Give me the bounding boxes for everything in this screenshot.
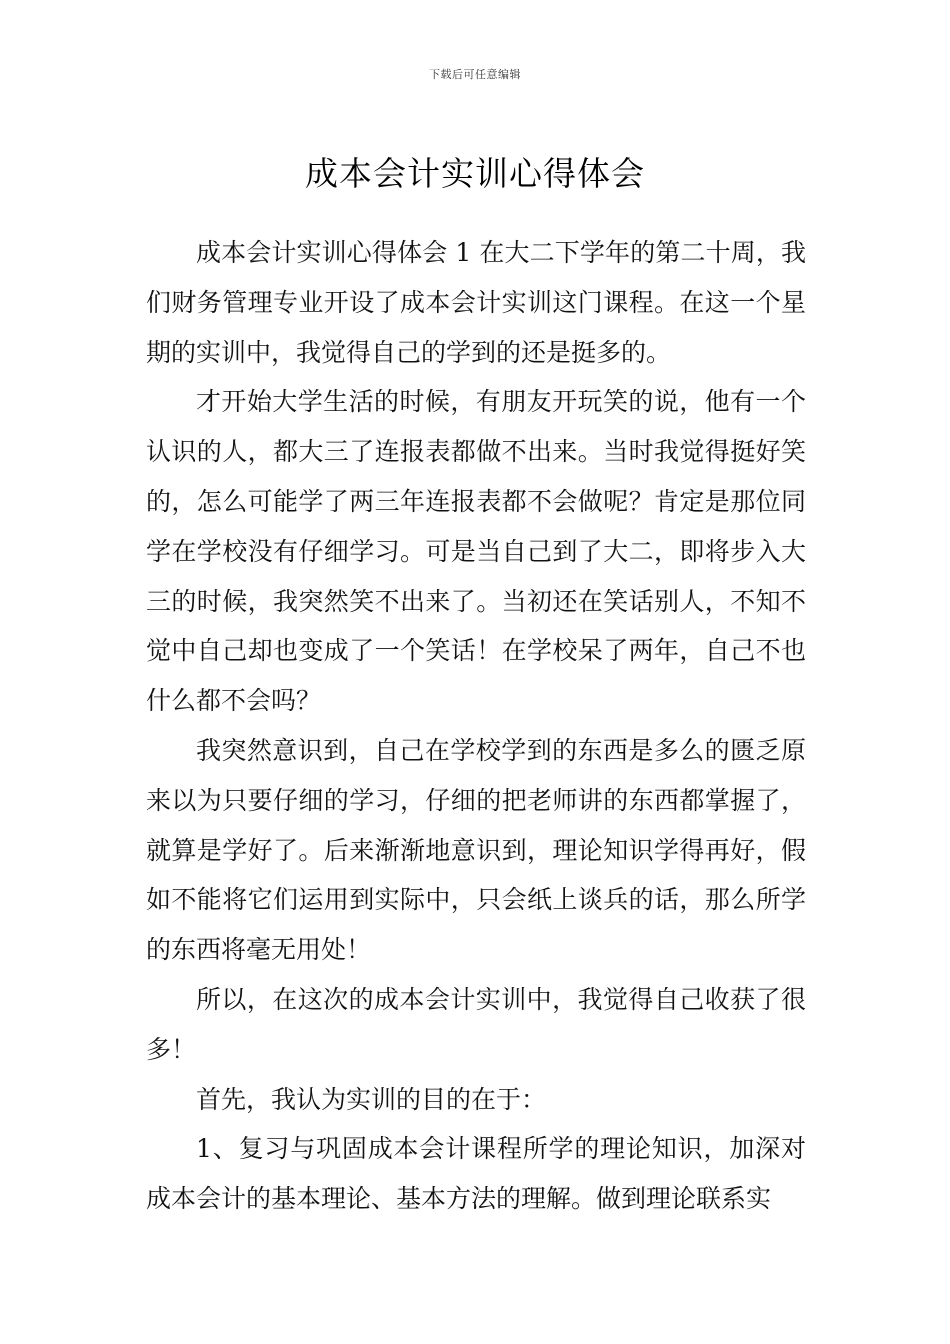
- paragraph-5: 首先，我认为实训的目的在于：: [196, 1084, 547, 1114]
- paragraph-2: 才开始大学生活的时候，有朋友开玩笑的说，他有一个认识的人，都大三了连报表都做不出来。当时我觉得挺好笑的，怎么可能学了两三年连报表都不会做呢？肯定是那位同学在学校没有仔细学习。可是当自己到了大二，即将步入大三的时候，我突然笑不出来了。当初还在笑话别人，不知不觉中自己却也变成了一个笑话！在学校呆了两年，自己不也什么都不会吗？: [146, 387, 806, 716]
- paragraph-1: 成本会计实训心得体会 1 在大二下学年的第二十周，我们财务管理专业开设了成本会计实训这门课程。在这一个星期的实训中，我觉得自己的学到的还是挺多的。: [146, 238, 806, 367]
- paragraph-3: 我突然意识到，自己在学校学到的东西是多么的匮乏原来以为只要仔细的学习，仔细的把老师讲的东西都掌握了，就算是学好了。后来渐渐地意识到，理论知识学得再好，假如不能将它们运用到实际中，只会纸上谈兵的话，那么所学的东西将毫无用处！: [146, 735, 806, 965]
- paragraph-6: 1、复习与巩固成本会计课程所学的理论知识，加深对成本会计的基本理论、基本方法的理解。做到理论联系实: [146, 1134, 806, 1214]
- document-title: 成本会计实训心得体会: [305, 154, 645, 194]
- document-body: [146, 228, 806, 1224]
- paragraph-4: 所以，在这次的成本会计实训中，我觉得自己收获了很多！: [146, 984, 806, 1064]
- header-note: 下载后可任意编辑: [429, 68, 521, 81]
